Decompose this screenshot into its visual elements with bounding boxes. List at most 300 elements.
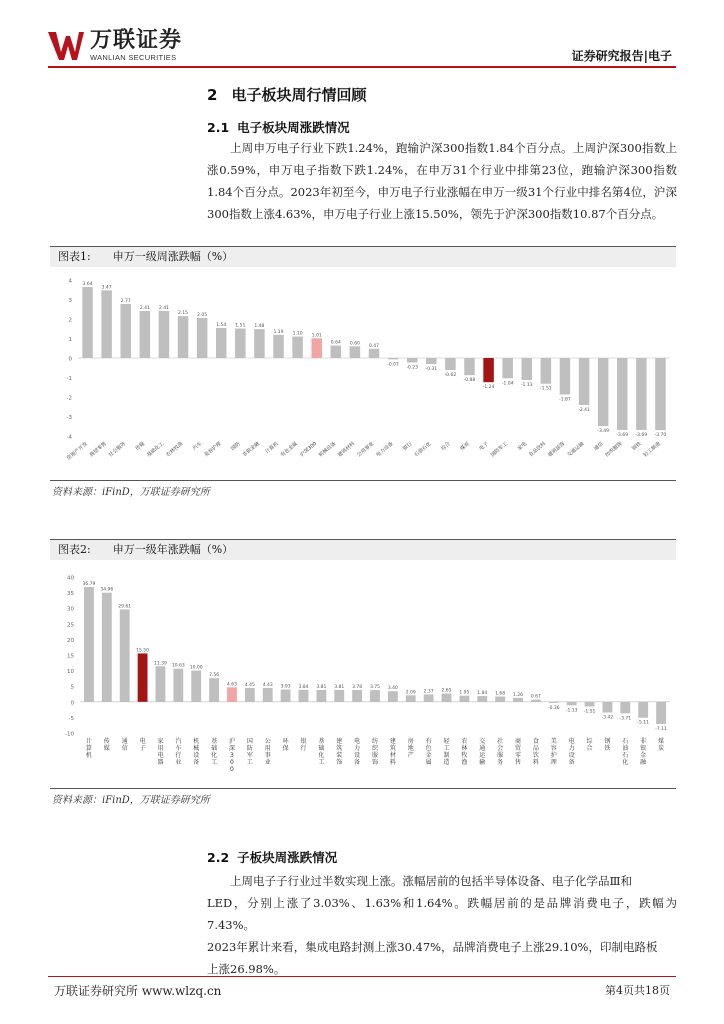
x-tick-label-char: 筑 [336,745,343,752]
y-tick-label: -10 [65,731,74,738]
x-tick-label: 农林牧渔 [165,440,185,459]
x-tick-label-char: 饮 [532,752,539,759]
bar-石油石化 [620,702,630,714]
data-label: -0.23 [406,365,419,371]
x-tick-label-char: 房 [407,738,414,745]
bar-银行 [299,690,309,702]
wanlian-logo-icon [48,30,84,62]
bar-公用事业 [369,349,380,358]
data-label: 1.54 [216,322,227,328]
figure1-source: 资料来源：iFinD，万联证券研究所 [52,487,210,498]
x-tick-label-char: 计 [85,738,92,745]
data-label: -5.11 [637,720,650,726]
data-label: -7.11 [655,726,667,732]
x-tick-label-char: 业 [264,759,271,766]
data-label: 3.84 [298,684,309,690]
header-divider [48,66,676,68]
x-tick-label: 纺织服饰 [604,440,624,459]
subsection-number: 2.1 [207,120,230,135]
data-label: 2.41 [158,306,169,312]
x-tick-label-char: 食 [532,738,539,745]
data-label: 1.51 [235,323,246,329]
bar-电力设备 [388,358,399,359]
x-tick-label-char: 电 [354,738,361,745]
section-number: 2 [207,86,218,104]
x-tick-label-char: 础 [318,745,325,752]
x-tick-label-char: 渔 [461,759,468,766]
bar-综合 [585,702,595,707]
x-tick-label: 公用事业 [356,440,376,459]
x-tick-label: 美容护理 [203,440,223,459]
x-tick-label-char: 用 [157,745,164,752]
x-tick-label: 食品饮料 [527,440,548,459]
x-tick-label-char: 车 [175,745,182,752]
data-label: -1.04 [501,381,514,387]
y-tick-label: 35 [67,591,74,598]
x-tick-label-char: 制 [443,752,450,759]
bar-煤炭 [464,358,475,375]
x-tick-label-char: 输 [479,759,486,766]
figure2-label: 图表2: [58,543,91,556]
x-tick-label-char: 备 [568,759,575,766]
x-tick-label: 基础化工 [146,440,166,459]
x-tick-label: 电力设备 [375,440,395,459]
x-tick-label-char: 属 [425,759,432,766]
bar-银行 [407,358,418,362]
x-tick-label-char: 公 [264,738,271,745]
y-tick-label: 1 [68,337,72,343]
report-type: 证券研究报告|电子 [571,49,672,63]
bar-公用事业 [263,688,273,702]
bar-商贸零售 [513,698,523,702]
data-label: -0.31 [425,367,438,373]
y-tick-label: 30 [67,606,74,613]
x-tick-label-char: 煤 [658,738,665,745]
bar-电子 [138,653,148,701]
bar-食品饮料 [531,700,541,702]
x-tick-label-char: 化 [211,752,218,759]
x-tick-label-char: 设 [193,752,200,759]
x-tick-label-char: 轻 [443,738,450,745]
paragraph-line: 上周电子子行业过半数实现上涨。涨幅居前的包括半导体设备、电子化学品Ⅲ和 [230,874,633,888]
x-tick-label: 国防 [230,440,242,452]
bar-家用电器 [156,666,166,702]
x-tick-label-char: 护 [550,752,557,759]
x-tick-label-char: 建 [336,738,343,745]
x-tick-label-char: 汽 [175,738,182,745]
y-tick-label: -1 [66,376,72,382]
x-tick-label: 钢铁 [631,440,643,452]
bar-农林牧渔 [178,316,189,358]
data-label: 1.95 [459,690,470,696]
bar-电力设备 [567,702,577,706]
bar-汽车 [197,318,208,358]
data-label: 3.93 [280,684,291,690]
bar-建筑材料 [388,691,398,702]
x-tick-label-char: 子 [139,745,146,752]
figure2-source: 资料来源：iFinD，万联证券研究所 [52,795,210,806]
x-tick-label-char: 化 [318,752,325,759]
x-tick-label-char: 贸 [515,745,522,752]
bar-建筑装饰 [334,690,344,702]
x-tick-label-char: 事 [264,752,271,759]
x-tick-label-char: 造 [443,759,450,766]
chart-weekly-sw-level1 [50,268,676,478]
x-tick-label-char: 国 [246,738,253,745]
bar-计算机 [273,335,284,358]
data-label: 1.48 [254,324,265,330]
x-tick-label-char: 行 [300,745,307,752]
x-tick-label-char: 工 [318,759,325,766]
bar-交通运输 [477,696,487,702]
chart-yearly-sw-level1 [50,561,676,786]
x-tick-label-char: 材 [389,752,396,759]
bar-有色金属 [292,337,303,358]
x-tick-label-char: 钢 [604,738,611,745]
bar-房地产开发 [82,287,93,358]
logo-english-name: WANLIAN SECURITIES [90,53,177,62]
y-tick-label: 5 [70,684,74,691]
bar-煤炭 [656,702,666,724]
y-tick-label: 20 [67,637,74,644]
x-tick-label-char: 机 [193,738,200,745]
x-tick-label-char: 非 [640,738,647,745]
bar-美容护理 [549,702,559,703]
bar-环保 [281,690,291,702]
paragraph-line: 2023年累计来看，集成电路封测上涨30.47%，品牌消费电子上涨29.10%，印制电路板 [207,940,658,954]
x-tick-label-char: 银 [300,738,307,745]
logo-chinese-name: 万联证券 [90,28,183,53]
bar-轻工制造 [442,694,452,702]
x-tick-label: 建筑装饰 [547,440,567,459]
bar-机械设备 [191,671,201,702]
data-label: 34.96 [100,587,114,593]
y-tick-label: 15 [67,653,74,660]
x-tick-label: 交通运输 [566,440,586,459]
data-label: 0.60 [349,341,360,347]
y-tick-label: -2 [66,395,72,402]
footer-website: 万联证券研究所 www.wlzq.cn [54,984,222,998]
section-title: 电子板块周行情回顾 [231,86,367,104]
data-label: 15.50 [136,648,150,654]
x-tick-label-char: 料 [532,759,539,766]
subsection-title: 电子板块周涨跌情况 [237,120,350,135]
data-label: -3.49 [597,429,609,435]
paragraph-sub-sector [207,870,677,980]
bar-家电 [522,358,533,380]
bar-沪深300 [311,338,322,358]
data-label: -2.41 [578,407,590,413]
y-tick-label: 2 [68,317,72,324]
x-tick-label-char: 基 [318,738,325,745]
x-tick-label-char: 电 [139,738,146,745]
bar-纺织服饰 [370,690,380,702]
bar-国防军工 [502,358,513,378]
bar-综合 [445,358,456,370]
x-tick-label-char: 电 [568,738,575,745]
x-tick-label-char: 品 [532,745,539,752]
x-tick-label-char: 交 [479,738,486,745]
paragraph-weekly-performance [207,137,677,225]
paragraph-text: 上周申万电子行业下跌1.24%，跑输沪深300指数1.84个百分点。上周沪深300指数上涨0.59%，申万电子指数下跌1.24%，在申万31个行业中排第23位，跑输沪深300指数1.84个百分点。2023年初至今，申万电子行业涨幅在申万一级31个行业中排名第4位，沪深300指数上涨4.63%，申万电子行业上涨15.50%，领先于沪深300指数10.87个百分点。 [207,141,677,221]
figure2-title: 申万一级年涨跌幅（%） [112,543,234,556]
x-tick-label-char: 3 [230,752,234,759]
data-label: 7.56 [209,673,220,679]
data-label: 2.09 [405,690,416,696]
x-tick-label-char: 算 [85,745,92,752]
x-tick-label-char: 服 [497,752,504,759]
x-tick-label: 通信 [592,440,605,452]
x-tick-label-char: 饰 [336,759,343,766]
x-tick-label-char: 运 [479,752,486,759]
data-label: 0.47 [368,343,380,349]
bar-汽车行业 [173,669,183,702]
x-tick-label-char: 容 [550,745,557,752]
data-label: 3.81 [316,684,327,690]
x-tick-label-char: 铁 [604,745,611,752]
y-tick-label: 3 [68,298,72,304]
bar-交通运输 [579,358,590,405]
x-tick-label-char: 石 [622,752,629,759]
data-label: -1.51 [583,709,596,715]
x-tick-label-char: 化 [622,759,629,766]
x-tick-label-char: 深 [228,745,235,752]
bar-国防军工 [245,688,255,702]
x-tick-label-char: 保 [282,745,289,752]
data-label: -3.69 [635,432,648,438]
x-tick-label-char: 力 [354,745,361,752]
paragraph-line: 上涨26.98%。 [207,962,286,976]
x-tick-label-char: 工 [211,759,218,766]
x-tick-label-char: 农 [461,738,468,745]
x-tick-label-char: 建 [389,738,396,745]
x-tick-label-char: 通 [479,745,486,752]
data-label: 1.68 [495,691,506,697]
data-label: 4.45 [244,682,255,688]
data-label: 10.00 [189,665,203,671]
data-label: 1.01 [311,333,322,339]
x-tick-label: 国防军工 [489,440,509,459]
x-tick-label: 商贸零售 [88,440,108,459]
subsection-number: 2.2 [207,850,230,865]
data-label: 11.39 [154,661,167,667]
y-tick-label: 0 [68,356,72,363]
x-tick-label-char: 炭 [658,745,665,752]
x-tick-label-char: 通 [121,738,128,745]
page-number: 第4页共18页 [605,984,670,997]
x-tick-label-char: 军 [246,752,253,759]
data-label: -1.13 [520,383,533,389]
data-label: 4.63 [226,682,237,688]
bar-房地产 [406,695,416,702]
figure2-title-bar [50,539,676,560]
x-tick-label-char: 器 [157,759,164,766]
x-tick-label-char: 零 [515,752,522,759]
bar-传媒 [140,311,151,358]
bar-通信 [598,358,609,426]
x-tick-label-char: 0 [230,766,234,773]
bar-美容护理 [216,328,227,358]
bar-社会服务 [120,304,131,358]
figure1-bottom-rule [50,480,676,481]
data-label: 2.05 [197,313,208,319]
x-tick-label: 房地产开发 [65,440,89,462]
x-tick-label: 银行 [401,440,414,452]
x-tick-label-char: 社 [497,738,504,745]
figure1-title-bar [50,246,676,267]
x-tick-label-char: 地 [407,745,414,752]
figure1-label: 图表1: [58,250,91,263]
data-label: 2.15 [178,311,189,317]
x-tick-label-char: 纺 [371,738,379,745]
x-tick-label-char: 传 [103,738,110,745]
bar-建筑材料 [350,346,361,358]
x-tick-label-char: 油 [622,745,629,752]
data-label: -3.42 [601,715,614,721]
x-tick-label-char: 林 [461,745,468,752]
data-label: 2.41 [139,306,150,312]
x-tick-label-char: 媒 [103,745,110,752]
x-tick-label-char: 业 [175,759,182,766]
data-label: 1.84 [477,691,488,697]
data-label: -1.24 [482,385,495,391]
x-tick-label-char: 0 [230,759,234,766]
x-tick-label: 非银金融 [241,440,261,459]
x-tick-label-char: 融 [640,759,647,766]
bar-基础化工 [316,690,326,702]
bar-传媒 [102,593,112,702]
bar-计算机 [84,587,94,702]
x-tick-label: 家电 [516,440,529,452]
x-tick-label-char: 沪 [228,738,235,745]
x-tick-label-char: 石 [622,738,629,745]
x-tick-label-char: 织 [371,745,379,752]
x-tick-label-char: 设 [568,752,575,759]
x-tick-label: 传媒 [134,440,147,452]
x-tick-label-char: 基 [211,738,218,745]
data-label: -0.36 [547,705,560,711]
bar-食品饮料 [541,358,552,384]
figure2-bottom-rule [50,788,676,789]
x-tick-label-char: 理 [550,759,557,766]
data-label: 1.26 [513,692,524,698]
x-tick-label-char: 工 [443,745,450,752]
x-tick-label-char: 产 [407,752,414,759]
x-tick-label-char: 备 [193,759,200,766]
x-tick-label-char: 工 [246,759,253,766]
x-tick-label: 建筑材料 [336,440,357,459]
bar-有色金属 [424,694,434,701]
x-tick-label-char: 料 [389,759,396,766]
bar-社会服务 [495,697,505,702]
bar-石油石化 [426,358,437,364]
y-tick-label: 25 [67,622,74,629]
bar-钢铁 [603,702,613,713]
x-tick-label-char: 售 [515,759,522,766]
bar-商贸零售 [101,290,112,358]
data-label: 4.43 [262,682,273,688]
footer-divider [48,976,676,977]
paragraph-line: LED，分别上涨了3.03%、1.63%和1.64%。跌幅居前的是品牌消费电子，跌幅为7.43%。 [207,896,677,932]
y-tick-label: -5 [68,715,74,722]
bar-轻工制造 [655,358,666,430]
data-label: 3.81 [334,684,345,690]
x-tick-label-char: 备 [354,759,361,766]
bar-基础化工 [209,678,219,702]
data-label: 3.47 [101,285,112,291]
data-label: 29.61 [118,604,132,610]
data-label: 0.67 [530,694,541,700]
x-tick-label-char: 机 [85,752,92,759]
x-tick-label-char: 色 [425,745,432,752]
subsection-heading-2-2 [207,848,337,866]
bar-纺织服饰 [617,358,628,430]
x-tick-label-char: 会 [497,745,504,752]
data-label: 2.37 [423,689,434,695]
bar-国防 [235,329,246,358]
data-label: 3.64 [82,282,93,288]
y-tick-label: 4 [68,278,72,285]
x-tick-label-char: 力 [568,745,575,752]
data-label: 3.78 [352,685,363,691]
x-tick-label-char: 金 [640,752,647,759]
data-label: -1.13 [565,708,578,714]
x-tick-label-char: 合 [586,745,593,752]
subsection-title: 子板块周涨跌情况 [237,850,338,865]
x-tick-label-char: 装 [336,752,343,759]
x-tick-label-char: 械 [193,745,200,752]
x-tick-label-char: 美 [550,738,557,745]
data-label: -3.71 [619,716,632,722]
x-tick-label-char: 用 [264,745,271,752]
data-label: 1.19 [273,329,284,335]
x-tick-label: 机械设备 [317,440,338,459]
x-tick-label-char: 防 [246,745,253,752]
bar-农林牧渔 [459,696,469,702]
y-tick-label: 40 [67,575,74,582]
y-tick-label: 0 [70,700,74,707]
figure1-title: 申万一级周涨跌幅（%） [112,250,234,263]
bar-电子 [483,358,494,382]
x-tick-label-char: 金 [425,752,432,759]
data-label: 2.65 [441,688,452,694]
bar-电力设备 [352,690,362,702]
bar-钢铁 [636,358,647,430]
x-tick-label-char: 行 [175,752,182,759]
x-tick-label: 沪深300 [299,440,318,459]
y-tick-label: -4 [66,434,72,441]
x-tick-label-char: 饰 [371,759,379,766]
x-tick-label: 石油石化 [413,440,433,459]
bar-沪深300 [227,687,237,701]
x-tick-label-char: 务 [497,759,504,766]
data-label: -0.07 [387,362,399,368]
x-tick-label: 轻工制造 [642,440,662,459]
x-tick-label-char: 筑 [389,745,396,752]
y-tick-label: -3 [66,415,72,421]
bar-非银金融 [254,329,265,358]
x-tick-label-char: 银 [640,745,647,752]
data-label: -1.51 [540,386,552,392]
x-tick-label-char: 设 [354,752,361,759]
data-label: 1.10 [292,331,303,337]
data-label: 2.77 [120,298,131,304]
x-tick-label: 电子 [478,440,490,452]
subsection-heading-2-1 [207,118,350,136]
x-tick-label: 煤炭 [459,440,471,452]
data-label: -1.87 [559,397,571,403]
x-tick-label-char: 牧 [461,752,468,759]
